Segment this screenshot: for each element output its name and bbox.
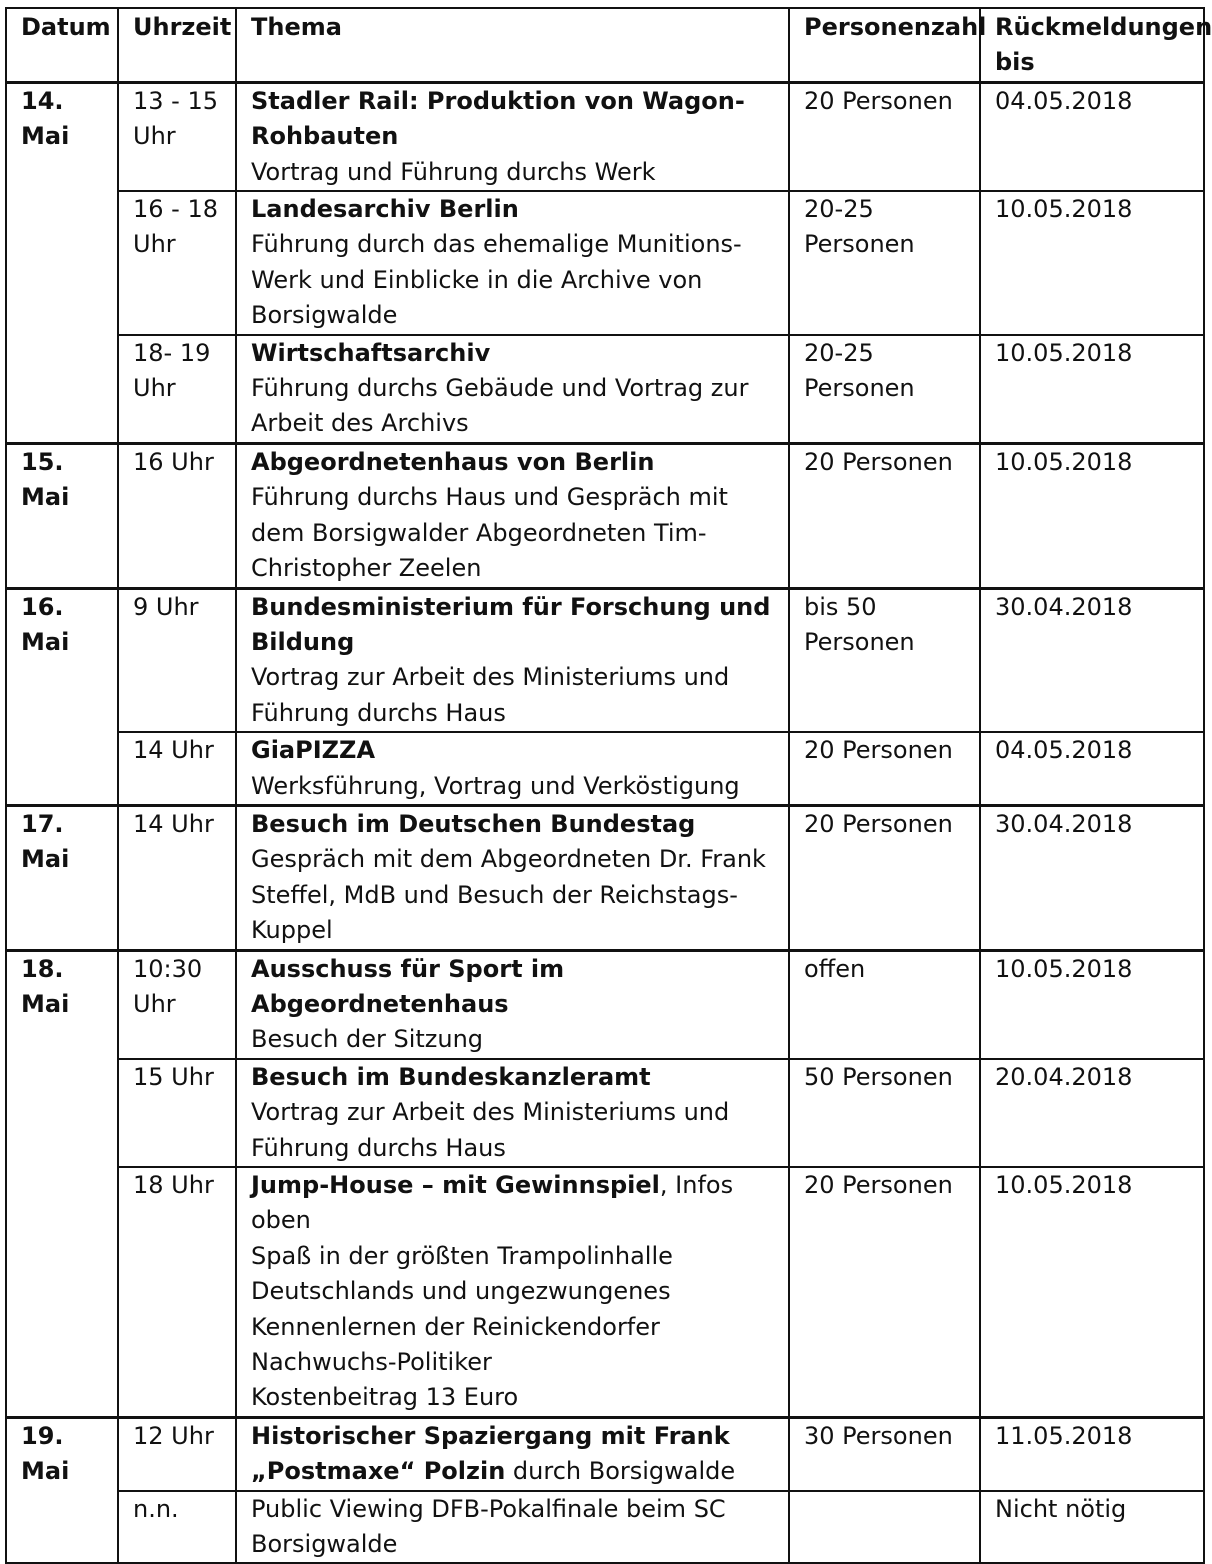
topic-cell bbox=[236, 1059, 789, 1167]
deadline-cell: 30.04.2018 bbox=[980, 805, 1204, 950]
topic-title-suffix: , Infos oben bbox=[251, 1171, 734, 1235]
header-thema: Thema bbox=[236, 8, 789, 82]
table-row bbox=[6, 443, 1204, 588]
topic-description: Werksführung, Vortrag und Verköstigung bbox=[251, 771, 740, 800]
topic-cell bbox=[236, 191, 789, 335]
date-cell: 14. Mai bbox=[6, 82, 118, 443]
topic-description: Spaß in der größten Trampolinhalle Deutschlands und ungezwungenes Kennenlernen der Reinickendorfer Nachwuchs-Politiker bbox=[251, 1241, 673, 1377]
deadline-cell: 20.04.2018 bbox=[980, 1059, 1204, 1167]
topic-description: Besuch der Sitzung bbox=[251, 1025, 484, 1054]
topic-heading bbox=[251, 952, 780, 1023]
topic-heading bbox=[251, 733, 780, 768]
topic-heading bbox=[251, 1492, 780, 1563]
header-datum: Datum bbox=[6, 8, 118, 82]
topic-title: Bundesministerium für Forschung und Bildung bbox=[251, 592, 771, 656]
topic-cell bbox=[236, 588, 789, 732]
topic-title: GiaPIZZA bbox=[251, 736, 376, 765]
table-row bbox=[6, 191, 1204, 335]
topic-heading bbox=[251, 1060, 780, 1095]
time-cell: 14 Uhr bbox=[118, 732, 236, 805]
time-cell: 13 - 15 Uhr bbox=[118, 82, 236, 191]
topic-cell bbox=[236, 732, 789, 805]
persons-cell: bis 50 Personen bbox=[789, 588, 980, 732]
header-rueckmeldungen: Rückmeldungen bis bbox=[980, 8, 1204, 82]
topic-title: Besuch im Bundeskanzleramt bbox=[251, 1062, 651, 1091]
topic-description: Vortrag und Führung durchs Werk bbox=[251, 157, 656, 186]
table-row bbox=[6, 1167, 1204, 1417]
topic-cell bbox=[236, 82, 789, 191]
time-cell: 16 - 18 Uhr bbox=[118, 191, 236, 335]
topic-heading bbox=[251, 590, 780, 661]
schedule-body bbox=[6, 82, 1204, 1563]
persons-cell: 20 Personen bbox=[789, 443, 980, 588]
topic-description: Kostenbeitrag 13 Euro bbox=[251, 1383, 519, 1412]
topic-heading bbox=[251, 1168, 780, 1239]
topic-description: Vortrag zur Arbeit des Ministeriums und Führung durchs Haus bbox=[251, 1098, 730, 1162]
deadline-cell: 10.05.2018 bbox=[980, 950, 1204, 1059]
persons-cell bbox=[789, 1491, 980, 1564]
date-cell: 17. Mai bbox=[6, 805, 118, 950]
topic-description: Führung durchs Gebäude und Vortrag zur Arbeit des Archivs bbox=[251, 374, 749, 438]
topic-title-suffix: Public Viewing DFB-Pokalfinale beim SC Borsigwalde bbox=[251, 1494, 726, 1559]
topic-description: Gespräch mit dem Abgeordneten Dr. Frank Steffel, MdB und Besuch der Reichstags-Kuppel bbox=[251, 845, 766, 945]
deadline-cell: Nicht nötig bbox=[980, 1491, 1204, 1564]
schedule-table bbox=[5, 7, 1212, 1564]
persons-cell: 50 Personen bbox=[789, 1059, 980, 1167]
table-row bbox=[6, 732, 1204, 805]
topic-cell bbox=[236, 1167, 789, 1417]
deadline-cell: 30.04.2018 bbox=[980, 588, 1204, 732]
topic-heading bbox=[251, 192, 780, 227]
persons-cell: 20 Personen bbox=[789, 732, 980, 805]
deadline-cell: 10.05.2018 bbox=[980, 1167, 1204, 1417]
deadline-cell: 04.05.2018 bbox=[980, 82, 1204, 191]
date-cell: 18. Mai bbox=[6, 950, 118, 1417]
topic-cell bbox=[236, 1491, 789, 1564]
persons-cell: 20-25 Personen bbox=[789, 191, 980, 335]
persons-cell: 20 Personen bbox=[789, 805, 980, 950]
date-cell: 19. Mai bbox=[6, 1417, 118, 1563]
topic-heading bbox=[251, 1419, 780, 1490]
persons-cell: offen bbox=[789, 950, 980, 1059]
deadline-cell: 10.05.2018 bbox=[980, 443, 1204, 588]
topic-cell bbox=[236, 950, 789, 1059]
topic-title: Landesarchiv Berlin bbox=[251, 195, 519, 224]
table-row bbox=[6, 1059, 1204, 1167]
time-cell: 9 Uhr bbox=[118, 588, 236, 732]
topic-title: Ausschuss für Sport im Abgeordnetenhaus bbox=[251, 954, 565, 1018]
time-cell: 18 Uhr bbox=[118, 1167, 236, 1417]
deadline-cell: 10.05.2018 bbox=[980, 335, 1204, 444]
time-cell: 12 Uhr bbox=[118, 1417, 236, 1490]
topic-heading bbox=[251, 445, 780, 480]
table-row bbox=[6, 82, 1204, 191]
topic-title: Stadler Rail: Produktion von Wagon-Rohbauten bbox=[251, 86, 745, 151]
table-row bbox=[6, 1491, 1204, 1564]
topic-description: Führung durch das ehemalige Munitions-Werk und Einblicke in die Archive von Borsigwalde bbox=[251, 230, 742, 330]
header-row bbox=[6, 8, 1204, 82]
header-personenzahl: Personenzahl bbox=[789, 8, 980, 82]
persons-cell: 20 Personen bbox=[789, 1167, 980, 1417]
time-cell: 18- 19 Uhr bbox=[118, 335, 236, 444]
topic-title: Jump-House – mit Gewinnspiel bbox=[251, 1171, 660, 1199]
date-cell: 15. Mai bbox=[6, 443, 118, 588]
time-cell: 10:30 Uhr bbox=[118, 950, 236, 1059]
topic-heading bbox=[251, 84, 780, 155]
topic-title: Wirtschaftsarchiv bbox=[251, 338, 491, 367]
table-row bbox=[6, 335, 1204, 444]
topic-cell bbox=[236, 443, 789, 588]
persons-cell: 20 Personen bbox=[789, 82, 980, 191]
table-row bbox=[6, 588, 1204, 732]
topic-title-suffix: durch Borsigwalde bbox=[505, 1457, 736, 1486]
topic-heading bbox=[251, 336, 780, 371]
time-cell: n.n. bbox=[118, 1491, 236, 1564]
topic-cell bbox=[236, 335, 789, 444]
schedule-table-wrapper bbox=[5, 7, 1212, 1564]
deadline-cell: 10.05.2018 bbox=[980, 191, 1204, 335]
topic-cell bbox=[236, 1417, 789, 1490]
time-cell: 14 Uhr bbox=[118, 805, 236, 950]
persons-cell: 20-25 Personen bbox=[789, 335, 980, 444]
persons-cell: 30 Personen bbox=[789, 1417, 980, 1490]
topic-description: Führung durchs Haus und Gespräch mit dem Borsigwalder Abgeordneten Tim-Christopher Zeelen bbox=[251, 483, 728, 583]
topic-title: Abgeordnetenhaus von Berlin bbox=[251, 447, 655, 476]
deadline-cell: 11.05.2018 bbox=[980, 1417, 1204, 1490]
deadline-cell: 04.05.2018 bbox=[980, 732, 1204, 805]
table-row bbox=[6, 950, 1204, 1059]
header-uhrzeit: Uhrzeit bbox=[118, 8, 236, 82]
topic-cell bbox=[236, 805, 789, 950]
date-cell: 16. Mai bbox=[6, 588, 118, 805]
topic-heading bbox=[251, 807, 780, 842]
table-row bbox=[6, 1417, 1204, 1490]
time-cell: 16 Uhr bbox=[118, 443, 236, 588]
topic-title: Besuch im Deutschen Bundestag bbox=[251, 809, 696, 838]
topic-description: Vortrag zur Arbeit des Ministeriums und Führung durchs Haus bbox=[251, 663, 730, 727]
topic-title: Historischer Spaziergang mit Frank „Postmaxe“ Polzin bbox=[251, 1421, 730, 1486]
time-cell: 15 Uhr bbox=[118, 1059, 236, 1167]
table-row bbox=[6, 805, 1204, 950]
